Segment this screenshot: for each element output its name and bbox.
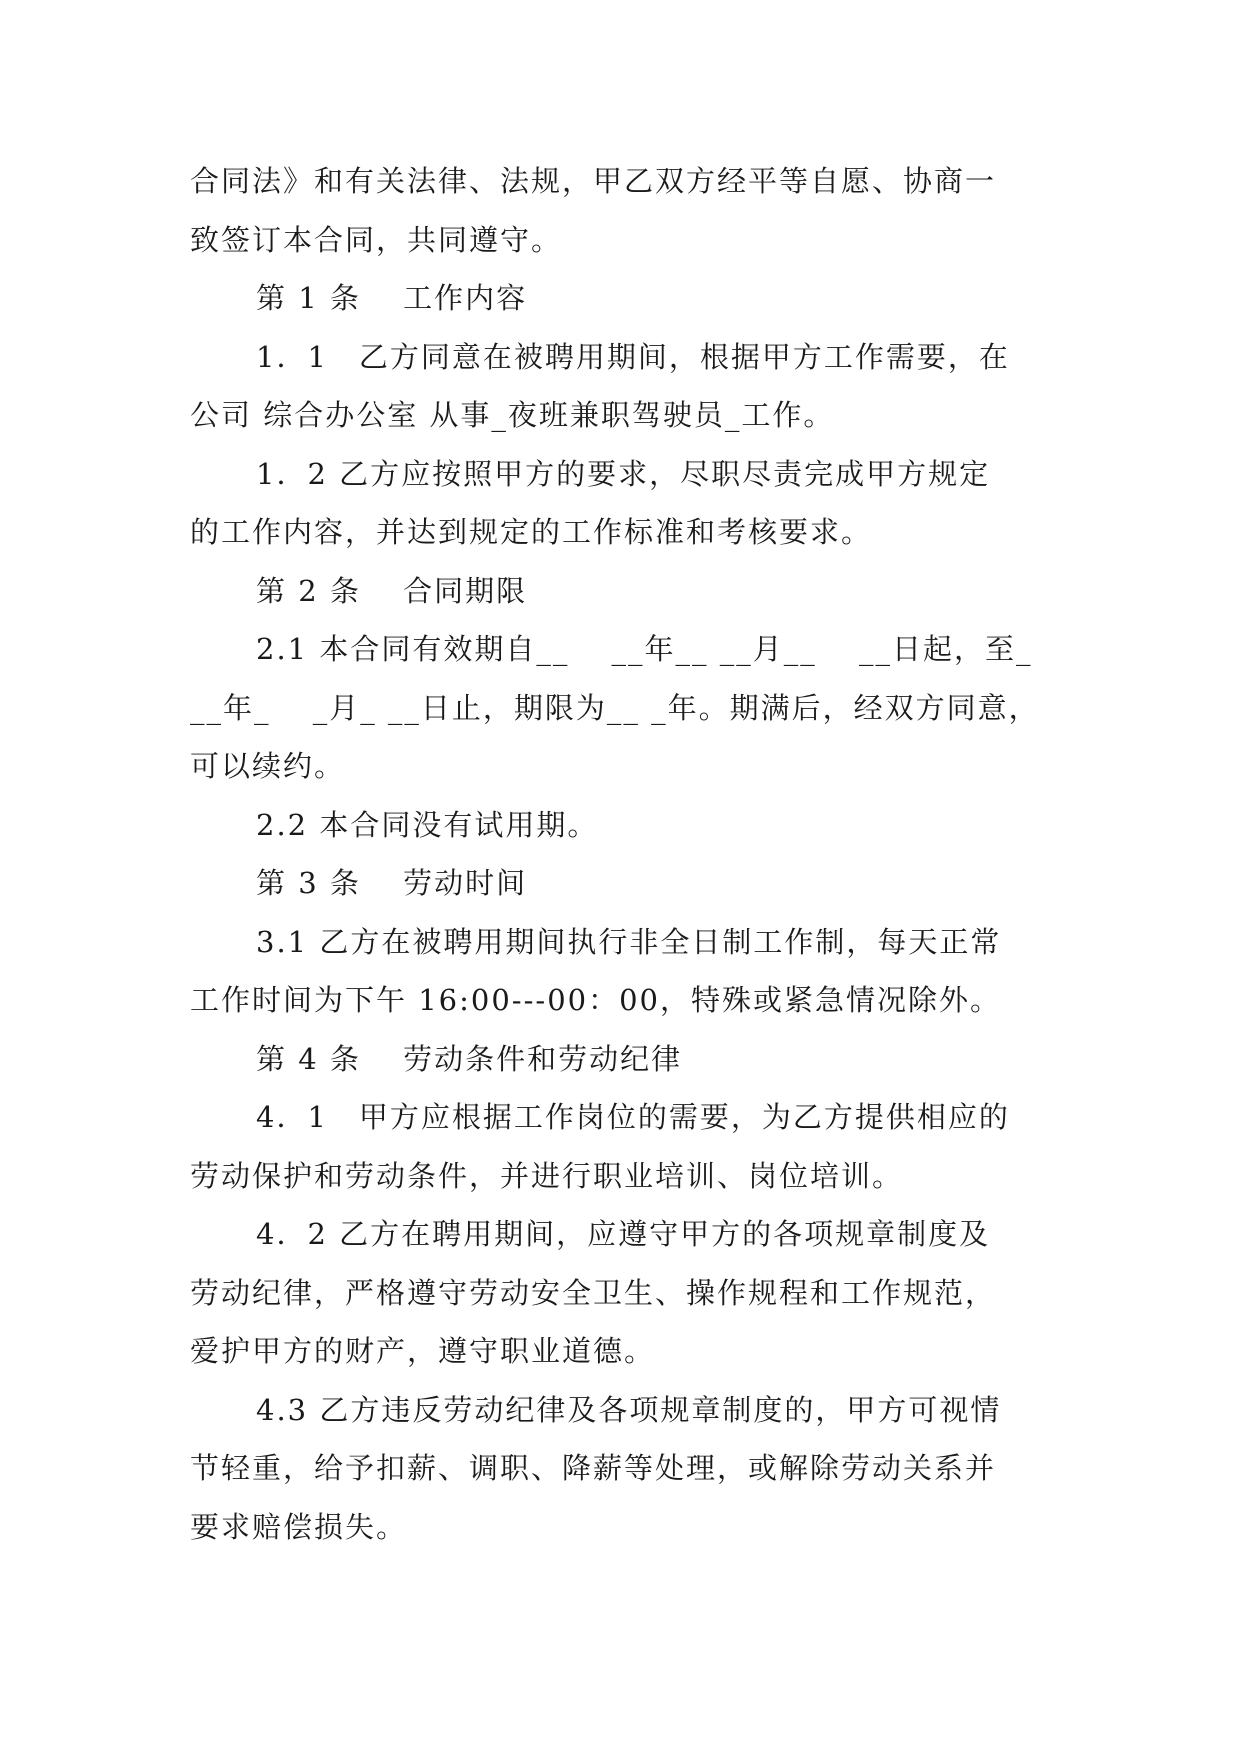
paragraph-line: 工作时间为下午 16:00---00：00，特殊或紧急情况除外。	[190, 983, 1001, 1017]
section-heading: 第 3 条 劳动时间	[256, 866, 528, 900]
paragraph-line: 劳动保护和劳动条件，并进行职业培训、岗位培训。	[190, 1158, 904, 1193]
section-heading: 第 1 条 工作内容	[256, 281, 528, 315]
paragraph-line: 2.2 本合同没有试用期。	[256, 807, 599, 842]
paragraph-line: 4．1 甲方应根据工作岗位的需要，为乙方提供相应的	[256, 1100, 1010, 1134]
paragraph-line: 可以续约。	[190, 749, 346, 783]
section-heading: 第 4 条 劳动条件和劳动纪律	[256, 1041, 683, 1076]
paragraph-line: 合同法》和有关法律、法规，甲乙双方经平等自愿、协商一	[190, 164, 997, 198]
paragraph-line: 爱护甲方的财产，遵守职业道德。	[190, 1334, 656, 1368]
paragraph-line: __年_ _月_ __日止，期限为__ _年。期满后，经双方同意，	[190, 690, 1040, 725]
paragraph-line: 节轻重，给予扣薪、调职、降薪等处理，或解除劳动关系并	[190, 1451, 997, 1485]
paragraph-line: 致签订本合同，共同遵守。	[190, 222, 563, 257]
paragraph-line: 劳动纪律，严格遵守劳动安全卫生、操作规程和工作规范，	[190, 1275, 997, 1310]
paragraph-line: 公司 综合办公室 从事_夜班兼职驾驶员_工作。	[190, 398, 835, 432]
section-heading: 第 2 条 合同期限	[256, 573, 528, 608]
paragraph-line: 1．1 乙方同意在被聘用期间，根据甲方工作需要，在	[256, 339, 1010, 374]
document-body	[190, 152, 1070, 1556]
paragraph-line: 4.3 乙方违反劳动纪律及各项规章制度的，甲方可视情	[256, 1392, 1002, 1427]
paragraph-line: 4．2 乙方在聘用期间，应遵守甲方的各项规章制度及	[256, 1217, 991, 1251]
paragraph-line: 3.1 乙方在被聘用期间执行非全日制工作制，每天正常	[256, 924, 1002, 959]
paragraph-line: 要求赔偿损失。	[190, 1509, 408, 1544]
paragraph-line: 2.1 本合同有效期自__ __年__ __月__ __日起，至_	[256, 632, 1033, 666]
paragraph-line: 1．2 乙方应按照甲方的要求，尽职尽责完成甲方规定	[256, 456, 991, 491]
paragraph-line: 的工作内容，并达到规定的工作标准和考核要求。	[190, 515, 873, 549]
